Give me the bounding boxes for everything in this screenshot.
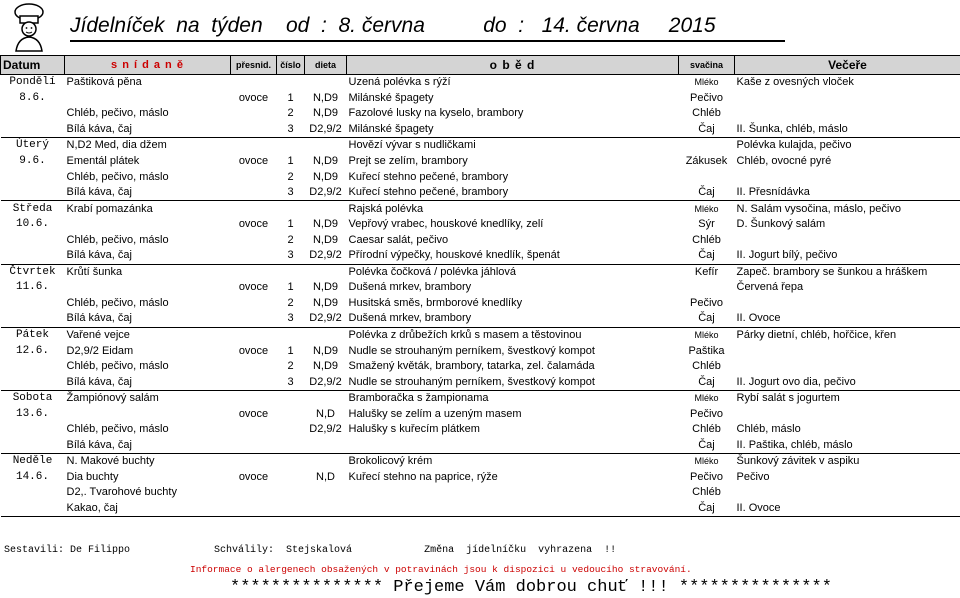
snack-pm-cell: Sýr — [698, 218, 715, 231]
snack-am-cell — [231, 201, 277, 217]
day-cell: Sobota — [12, 392, 53, 405]
menu-number-cell: 1 — [287, 155, 294, 167]
diet-cell: D2,9/2 — [305, 248, 347, 264]
menu-number-cell: 3 — [277, 248, 305, 264]
snack-am-cell: ovoce — [238, 407, 269, 420]
breakfast-cell — [65, 406, 231, 422]
day-cell — [1, 438, 65, 454]
day-cell — [1, 485, 65, 501]
menu-row — [1, 485, 960, 501]
lunch-cell: Bramboračka s žampionama — [348, 392, 489, 405]
snack-pm-cell: Pečivo — [689, 91, 724, 104]
menu-number-cell: 1 — [287, 91, 294, 104]
diet-cell: N,D9 — [312, 91, 339, 104]
dinner-cell: Zapeč. brambory se šunkou a hráškem — [736, 265, 928, 278]
snack-pm-cell: Čaj — [679, 185, 735, 201]
snack-am-cell — [231, 248, 277, 264]
dinner-cell — [735, 91, 960, 107]
snack-am-cell — [231, 106, 277, 122]
dinner-cell: D. Šunkový salám — [736, 218, 826, 231]
breakfast-cell: Bílá káva, čaj — [65, 248, 231, 264]
diet-cell — [305, 501, 347, 517]
lunch-cell: Halušky s kuřecím plátkem — [348, 423, 480, 436]
snack-am-cell: ovoce — [238, 155, 269, 167]
menu-row — [1, 359, 960, 375]
snack-pm-cell: Pečivo — [689, 470, 724, 483]
snack-pm-cell: Mléko — [694, 456, 719, 467]
menu-row — [1, 122, 960, 138]
breakfast-cell: Bílá káva, čaj — [65, 122, 231, 138]
snack-am-cell: ovoce — [238, 218, 269, 231]
breakfast-cell: Dia buchty — [66, 470, 119, 483]
menu-number-cell: 2 — [287, 296, 294, 309]
breakfast-cell: Chléb, pečivo, máslo — [66, 170, 169, 183]
menu-row — [1, 406, 960, 422]
snack-pm-cell: Chléb — [692, 486, 721, 499]
day-cell: Středa — [12, 202, 53, 215]
snack-am-cell — [231, 454, 277, 470]
dinner-cell: Šunkový závitek v aspiku — [736, 455, 860, 468]
dinner-cell: II. Jogurt bílý, pečivo — [735, 248, 960, 264]
menu-number-cell — [277, 327, 305, 343]
day-cell: Úterý — [15, 139, 49, 152]
snack-pm-cell: Čaj — [679, 311, 735, 327]
snack-am-cell — [231, 374, 277, 390]
diet-cell — [305, 438, 347, 454]
menu-row — [1, 169, 960, 185]
menu-number-cell: 2 — [287, 360, 294, 373]
lunch-cell: Caesar salát, pečivo — [348, 233, 449, 246]
menu-row — [1, 185, 960, 201]
title-underline — [70, 40, 785, 42]
menu-number-cell — [277, 406, 305, 422]
col-header-dieta: dieta — [305, 56, 347, 75]
chef-logo-icon — [6, 2, 52, 52]
menu-row — [1, 201, 960, 217]
col-header-snidane: s n í d a n ě — [65, 56, 231, 75]
dinner-cell — [735, 106, 960, 122]
menu-row — [1, 311, 960, 327]
menu-row — [1, 232, 960, 248]
dinner-cell: N. Salám vysočina, máslo, pečivo — [736, 202, 901, 215]
day-cell: Pondělí — [9, 76, 56, 89]
menu-row — [1, 217, 960, 233]
snack-am-cell: ovoce — [238, 344, 269, 357]
breakfast-cell: Chléb, pečivo, máslo — [66, 423, 169, 436]
menu-title: Jídelníček na týden od : 8. června do : 14. června 2015 — [70, 14, 716, 37]
diet-cell: D2,9/2 — [305, 374, 347, 390]
lunch-cell: Milánské špagety — [347, 122, 679, 138]
diet-cell: N,D9 — [312, 107, 339, 120]
menu-number-cell: 2 — [287, 107, 294, 120]
menu-body — [1, 75, 960, 517]
snack-pm-cell: Chléb — [692, 233, 721, 246]
menu-row — [1, 138, 960, 154]
snack-am-cell — [231, 390, 277, 406]
day-cell — [1, 106, 65, 122]
menu-number-cell: 1 — [287, 344, 294, 357]
menu-row — [1, 390, 960, 406]
menu-number-cell — [277, 201, 305, 217]
lunch-cell: Nudle se strouhaným perníkem, švestkový kompot — [348, 344, 595, 357]
diet-cell: N,D9 — [312, 296, 339, 309]
dinner-cell: Polévka kulajda, pečivo — [736, 139, 852, 152]
diet-cell — [305, 75, 347, 91]
breakfast-cell — [65, 280, 231, 296]
lunch-cell: Dušená mrkev, brambory — [348, 281, 472, 294]
breakfast-cell: Bílá káva, čaj — [65, 311, 231, 327]
day-cell: 9.6. — [19, 155, 46, 167]
dinner-cell — [735, 406, 960, 422]
day-cell: 8.6. — [19, 91, 46, 104]
snack-am-cell — [231, 359, 277, 375]
snack-pm-cell: Paštika — [688, 344, 725, 357]
lunch-cell: Rajská polévka — [348, 202, 424, 215]
menu-number-cell: 3 — [277, 374, 305, 390]
day-cell: 14.6. — [15, 470, 49, 483]
diet-cell — [305, 454, 347, 470]
dinner-cell — [735, 232, 960, 248]
lunch-cell: Nudle se strouhaným perníkem, švestkový kompot — [347, 374, 679, 390]
header-row — [1, 56, 960, 75]
menu-row — [1, 280, 960, 296]
dinner-cell: II. Šunka, chléb, máslo — [735, 122, 960, 138]
diet-cell — [305, 390, 347, 406]
menu-number-cell: 2 — [287, 233, 294, 246]
day-cell: 13.6. — [15, 407, 49, 420]
breakfast-cell: Chléb, pečivo, máslo — [66, 360, 169, 373]
day-cell — [1, 374, 65, 390]
col-header-presnid: přesnid. — [231, 56, 277, 75]
menu-row — [1, 91, 960, 107]
diet-cell — [305, 138, 347, 154]
dinner-cell — [735, 359, 960, 375]
snack-pm-cell: Zákusek — [685, 155, 728, 167]
snack-pm-cell — [679, 138, 735, 154]
diet-cell: N,D9 — [312, 218, 339, 231]
day-cell: Pátek — [15, 329, 49, 342]
breakfast-cell: Paštiková pěna — [66, 76, 142, 89]
diet-cell: N,D9 — [312, 170, 339, 183]
snack-am-cell: ovoce — [238, 470, 269, 483]
breakfast-cell — [65, 91, 231, 107]
dinner-cell: Kaše z ovesných vloček — [736, 76, 854, 89]
snack-pm-cell: Čaj — [679, 374, 735, 390]
menu-row — [1, 327, 960, 343]
breakfast-cell: D2,9/2 Eidam — [66, 344, 134, 357]
diet-cell: N,D9 — [312, 360, 339, 373]
menu-number-cell: 2 — [287, 170, 294, 183]
breakfast-cell: N. Makové buchty — [66, 455, 155, 468]
menu-number-cell — [277, 501, 305, 517]
diet-cell — [305, 201, 347, 217]
snack-am-cell: ovoce — [238, 281, 269, 294]
breakfast-cell: Žampiónový salám — [66, 392, 159, 405]
snack-am-cell — [231, 296, 277, 312]
lunch-cell: Uzená polévka s rýží — [348, 76, 451, 89]
diet-cell: N,D9 — [312, 233, 339, 246]
diet-cell: N,D9 — [312, 281, 339, 294]
dinner-cell: II. Jogurt ovo dia, pečivo — [735, 374, 960, 390]
lunch-cell: Milánské špagety — [348, 91, 434, 104]
menu-row — [1, 422, 960, 438]
diet-cell: D2,9/2 — [305, 185, 347, 201]
snack-am-cell — [231, 327, 277, 343]
lunch-cell — [347, 438, 679, 454]
diet-cell — [305, 327, 347, 343]
dinner-cell: Červená řepa — [736, 281, 804, 294]
menu-row — [1, 296, 960, 312]
menu-row — [1, 501, 960, 517]
snack-pm-cell: Kefír — [694, 265, 719, 278]
dinner-cell: Rybí salát s jogurtem — [736, 392, 840, 405]
menu-number-cell — [277, 438, 305, 454]
col-header-datum: Datum — [1, 56, 65, 75]
snack-am-cell — [231, 311, 277, 327]
lunch-cell: Smažený květák, brambory, tatarka, zel. čalamáda — [348, 360, 595, 373]
snack-pm-cell: Pečivo — [689, 296, 724, 309]
breakfast-cell: D2,. Tvarohové buchty — [66, 486, 177, 499]
menu-number-cell — [277, 454, 305, 470]
diet-cell: D2,9/2 — [305, 122, 347, 138]
snack-am-cell — [231, 122, 277, 138]
lunch-cell: Fazolové lusky na kyselo, brambory — [348, 107, 524, 120]
snack-pm-cell: Mléko — [694, 77, 719, 88]
menu-number-cell: 3 — [277, 311, 305, 327]
diet-cell: D2,9/2 — [305, 311, 347, 327]
menu-row — [1, 343, 960, 359]
diet-cell: N,D — [316, 407, 335, 420]
breakfast-cell: Kakao, čaj — [65, 501, 231, 517]
snack-pm-cell: Čaj — [679, 438, 735, 454]
dinner-cell — [735, 296, 960, 312]
col-header-vecere: Večeře — [735, 56, 960, 75]
lunch-cell: Dušená mrkev, brambory — [347, 311, 679, 327]
snack-am-cell — [231, 501, 277, 517]
snack-am-cell — [231, 422, 277, 438]
day-cell — [1, 122, 65, 138]
day-cell: Čtvrtek — [9, 265, 56, 278]
snack-pm-cell: Čaj — [679, 248, 735, 264]
menu-number-cell — [277, 264, 305, 280]
snack-am-cell — [231, 185, 277, 201]
menu-row — [1, 264, 960, 280]
day-cell — [1, 296, 65, 312]
breakfast-cell: N,D2 Med, dia džem — [66, 139, 167, 152]
menu-row — [1, 454, 960, 470]
day-cell — [1, 311, 65, 327]
day-cell — [1, 422, 65, 438]
col-header-obed: o b ě d — [347, 56, 679, 75]
menu-number-cell — [277, 470, 305, 486]
dinner-cell: Chléb, máslo — [736, 423, 801, 436]
footer-allergen-note: Informace o alergenech obsažených v potravinách jsou k dispozici u vedoucího stravování. — [190, 564, 692, 575]
snack-pm-cell: Mléko — [694, 330, 719, 341]
menu-number-cell: 1 — [287, 281, 294, 294]
day-cell — [1, 232, 65, 248]
day-cell: 10.6. — [15, 218, 49, 231]
dinner-cell: II. Ovoce — [735, 501, 960, 517]
dinner-cell: II. Paštika, chléb, máslo — [735, 438, 960, 454]
breakfast-cell: Ementál plátek — [66, 155, 140, 167]
breakfast-cell: Bílá káva, čaj — [65, 374, 231, 390]
diet-cell — [305, 264, 347, 280]
menu-number-cell: 3 — [277, 122, 305, 138]
day-cell: Neděle — [12, 455, 53, 468]
lunch-cell: Prejt se zelím, brambory — [348, 155, 468, 167]
breakfast-cell: Bílá káva, čaj — [65, 438, 231, 454]
menu-number-cell — [277, 75, 305, 91]
lunch-cell: Kuřecí stehno pečené, brambory — [348, 170, 509, 183]
breakfast-cell: Krabí pomazánka — [66, 202, 153, 215]
lunch-cell: Husitská směs, brmborové knedlíky — [348, 296, 523, 309]
snack-pm-cell: Chléb — [692, 360, 721, 373]
dinner-cell: Párky dietní, chléb, hořčice, křen — [736, 329, 897, 342]
lunch-cell: Brokolicový krém — [348, 455, 433, 468]
footer-credits: Sestavili: De Filippo Schválily: Stejskalová Změna jídelníčku vyhrazena !! — [4, 545, 617, 556]
dinner-cell: II. Přesnídávka — [735, 185, 960, 201]
diet-cell — [305, 485, 347, 501]
menu-row — [1, 154, 960, 170]
lunch-cell: Kuřecí stehno na paprice, rýže — [348, 470, 498, 483]
lunch-cell: Halušky se zelím a uzeným masem — [348, 407, 522, 420]
snack-pm-cell: Čaj — [679, 122, 735, 138]
snack-pm-cell — [679, 169, 735, 185]
lunch-cell: Hovězí vývar s nudličkami — [348, 139, 476, 152]
col-header-cislo: číslo — [277, 56, 305, 75]
day-cell: 11.6. — [15, 281, 49, 294]
snack-pm-cell: Chléb — [692, 423, 721, 436]
dinner-cell — [735, 343, 960, 359]
breakfast-cell: Vařené vejce — [66, 329, 130, 342]
snack-am-cell — [231, 232, 277, 248]
menu-row — [1, 438, 960, 454]
menu-number-cell — [277, 422, 305, 438]
breakfast-cell: Chléb, pečivo, máslo — [66, 233, 169, 246]
snack-pm-cell: Pečivo — [689, 407, 724, 420]
breakfast-cell — [65, 217, 231, 233]
lunch-cell: Polévka čočková / polévka jáhlová — [348, 265, 517, 278]
dinner-cell: II. Ovoce — [735, 311, 960, 327]
dinner-cell: Pečivo — [736, 470, 770, 483]
diet-cell: N,D — [316, 470, 335, 483]
diet-cell: N,D9 — [312, 344, 339, 357]
menu-row — [1, 248, 960, 264]
breakfast-cell: Chléb, pečivo, máslo — [66, 296, 169, 309]
lunch-cell — [347, 485, 679, 501]
menu-number-cell: 3 — [277, 185, 305, 201]
menu-row — [1, 75, 960, 91]
lunch-cell: Vepřový vrabec, houskové knedlíky, zelí — [348, 218, 544, 231]
weekly-menu-table — [0, 55, 960, 517]
snack-am-cell — [231, 264, 277, 280]
snack-am-cell — [231, 485, 277, 501]
day-cell — [1, 185, 65, 201]
diet-cell: N,D9 — [312, 155, 339, 167]
snack-am-cell: ovoce — [238, 91, 269, 104]
day-cell: 12.6. — [15, 344, 49, 357]
dinner-cell — [735, 169, 960, 185]
snack-am-cell — [231, 169, 277, 185]
day-cell — [1, 359, 65, 375]
snack-am-cell — [231, 438, 277, 454]
snack-am-cell — [231, 138, 277, 154]
snack-pm-cell: Chléb — [692, 107, 721, 120]
menu-number-cell — [277, 485, 305, 501]
lunch-cell: Polévka z drůbežích krků s masem a těstovinou — [348, 329, 582, 342]
diet-cell: D2,9/2 — [309, 423, 342, 436]
lunch-cell: Přírodní výpečky, houskové knedlík, špenát — [347, 248, 679, 264]
menu-row — [1, 106, 960, 122]
breakfast-cell: Bílá káva, čaj — [65, 185, 231, 201]
snack-pm-cell — [679, 280, 735, 296]
menu-number-cell — [277, 390, 305, 406]
breakfast-cell: Chléb, pečivo, máslo — [66, 107, 169, 120]
snack-pm-cell: Mléko — [694, 203, 719, 214]
day-cell — [1, 169, 65, 185]
menu-number-cell — [277, 138, 305, 154]
lunch-cell — [347, 501, 679, 517]
lunch-cell: Kuřecí stehno pečené, brambory — [347, 185, 679, 201]
breakfast-cell: Krůtí šunka — [66, 265, 123, 278]
col-header-svacina: svačina — [679, 56, 735, 75]
snack-am-cell — [231, 75, 277, 91]
dinner-cell: Chléb, ovocné pyré — [736, 155, 832, 167]
day-cell — [1, 248, 65, 264]
day-cell — [1, 501, 65, 517]
footer-greeting: *************** Přejeme Vám dobrou chuť !!! *************** — [230, 578, 832, 597]
menu-row — [1, 374, 960, 390]
snack-pm-cell: Mléko — [694, 393, 719, 404]
menu-row — [1, 470, 960, 486]
menu-number-cell: 1 — [287, 218, 294, 231]
dinner-cell — [735, 485, 960, 501]
snack-pm-cell: Čaj — [679, 501, 735, 517]
